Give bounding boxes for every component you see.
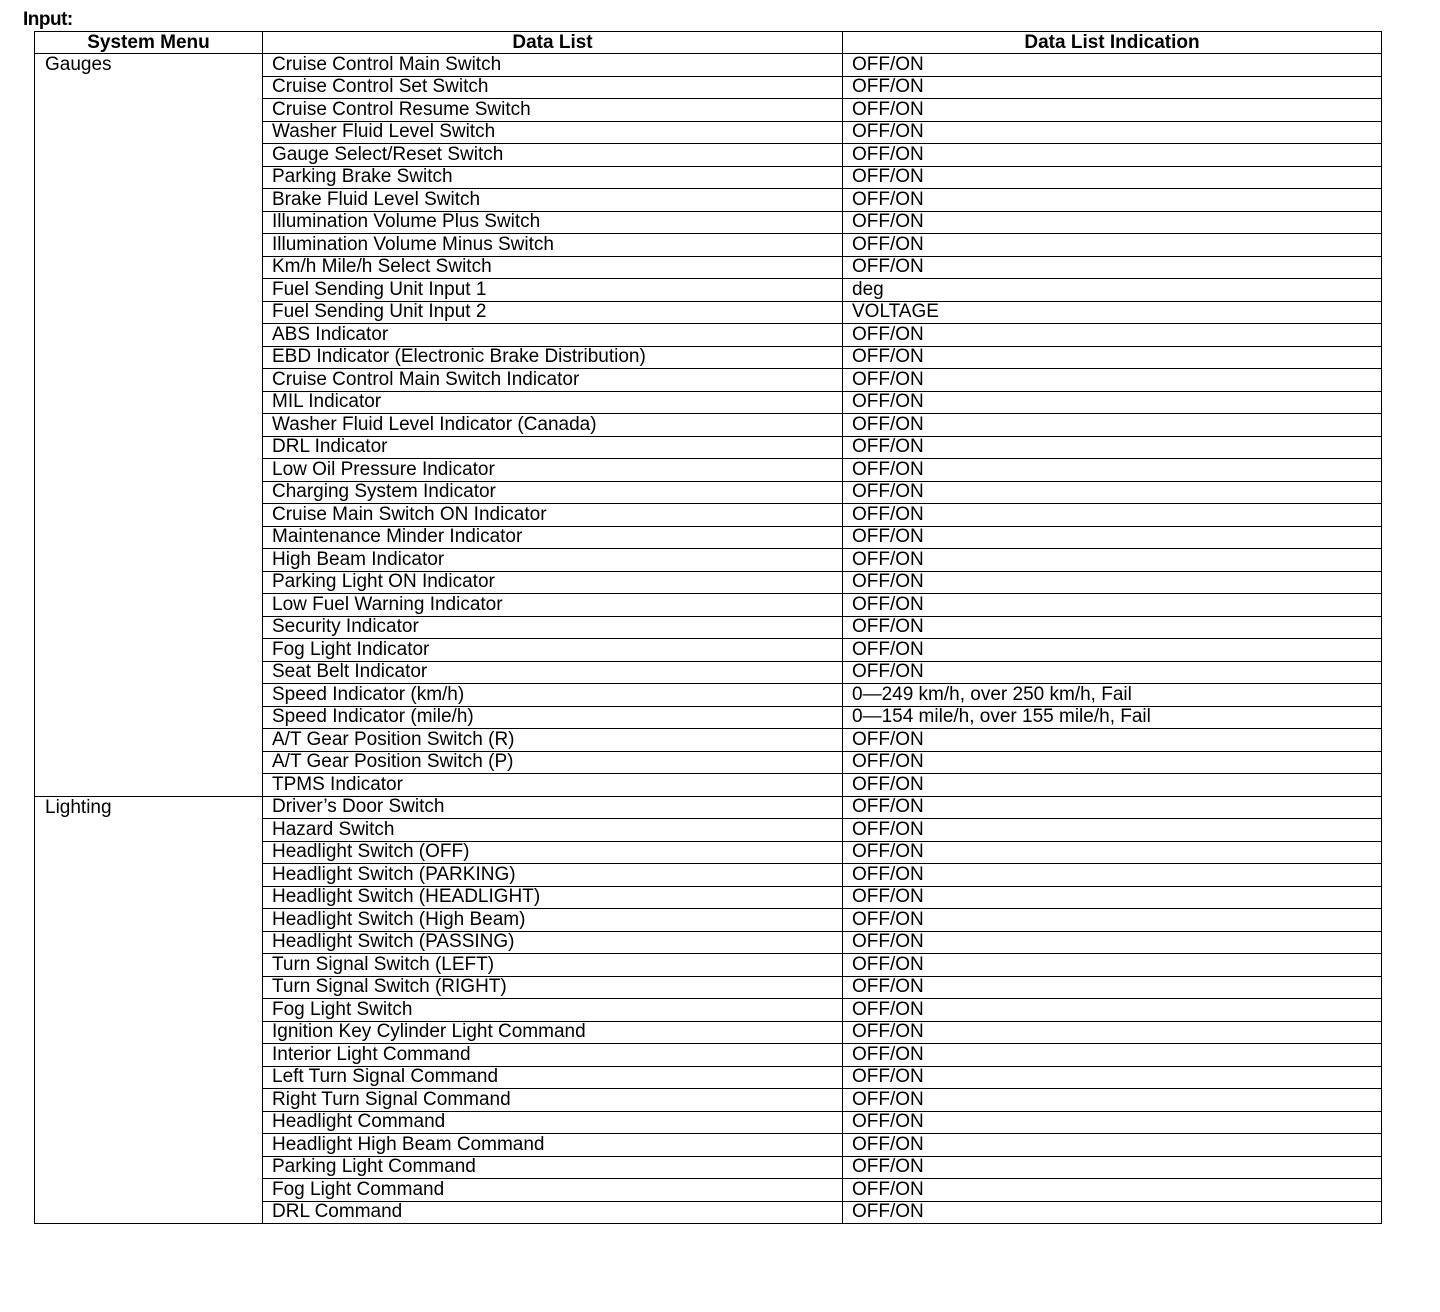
data-list-indication-cell: OFF/ON bbox=[843, 324, 1382, 347]
data-list-cell: High Beam Indicator bbox=[263, 549, 843, 572]
data-list-cell: Parking Brake Switch bbox=[263, 166, 843, 189]
data-list-indication-cell: OFF/ON bbox=[843, 751, 1382, 774]
data-list-cell: A/T Gear Position Switch (P) bbox=[263, 751, 843, 774]
data-list-cell: Speed Indicator (mile/h) bbox=[263, 706, 843, 729]
data-list-cell: Headlight Switch (PARKING) bbox=[263, 864, 843, 887]
data-list-cell: Left Turn Signal Command bbox=[263, 1066, 843, 1089]
data-list-cell: Headlight High Beam Command bbox=[263, 1134, 843, 1157]
data-list-indication-cell: OFF/ON bbox=[843, 616, 1382, 639]
data-list-indication-cell: OFF/ON bbox=[843, 886, 1382, 909]
data-list-cell: Illumination Volume Minus Switch bbox=[263, 234, 843, 257]
data-list-cell: Parking Light ON Indicator bbox=[263, 571, 843, 594]
data-list-indication-cell: OFF/ON bbox=[843, 1021, 1382, 1044]
data-list-cell: Parking Light Command bbox=[263, 1156, 843, 1179]
data-list-cell: DRL Indicator bbox=[263, 436, 843, 459]
data-list-indication-cell: OFF/ON bbox=[843, 369, 1382, 392]
data-list-cell: Brake Fluid Level Switch bbox=[263, 189, 843, 212]
data-list-cell: Turn Signal Switch (RIGHT) bbox=[263, 976, 843, 999]
system-menu-cell: Gauges bbox=[35, 54, 263, 797]
data-list-cell: Washer Fluid Level Indicator (Canada) bbox=[263, 414, 843, 437]
data-list-indication-cell: OFF/ON bbox=[843, 841, 1382, 864]
data-list-cell: Turn Signal Switch (LEFT) bbox=[263, 954, 843, 977]
data-list-table bbox=[34, 31, 1382, 1224]
data-list-indication-cell: OFF/ON bbox=[843, 234, 1382, 257]
data-list-indication-cell: OFF/ON bbox=[843, 729, 1382, 752]
data-list-indication-cell: OFF/ON bbox=[843, 549, 1382, 572]
data-list-cell: Hazard Switch bbox=[263, 819, 843, 842]
data-list-cell: A/T Gear Position Switch (R) bbox=[263, 729, 843, 752]
data-list-indication-cell: OFF/ON bbox=[843, 526, 1382, 549]
data-list-indication-cell: OFF/ON bbox=[843, 1179, 1382, 1202]
data-list-indication-cell: OFF/ON bbox=[843, 1156, 1382, 1179]
data-list-cell: Fog Light Command bbox=[263, 1179, 843, 1202]
data-list-indication-cell: OFF/ON bbox=[843, 414, 1382, 437]
data-list-cell: Illumination Volume Plus Switch bbox=[263, 211, 843, 234]
header-system-menu: System Menu bbox=[35, 32, 263, 54]
data-list-indication-cell: OFF/ON bbox=[843, 661, 1382, 684]
data-list-cell: Headlight Switch (High Beam) bbox=[263, 909, 843, 932]
data-list-indication-cell: OFF/ON bbox=[843, 931, 1382, 954]
data-list-indication-cell: OFF/ON bbox=[843, 121, 1382, 144]
system-menu-cell: Lighting bbox=[35, 796, 263, 1224]
data-list-indication-cell: OFF/ON bbox=[843, 954, 1382, 977]
data-list-cell: Headlight Command bbox=[263, 1111, 843, 1134]
data-list-indication-cell: OFF/ON bbox=[843, 391, 1382, 414]
data-list-indication-cell: OFF/ON bbox=[843, 1111, 1382, 1134]
data-list-cell: Gauge Select/Reset Switch bbox=[263, 144, 843, 167]
table-body bbox=[35, 54, 1382, 1224]
page-label: Input: bbox=[23, 9, 73, 30]
data-list-indication-cell: OFF/ON bbox=[843, 76, 1382, 99]
data-list-indication-cell: OFF/ON bbox=[843, 999, 1382, 1022]
data-list-indication-cell: deg bbox=[843, 279, 1382, 302]
data-list-indication-cell: VOLTAGE bbox=[843, 301, 1382, 324]
data-list-indication-cell: OFF/ON bbox=[843, 54, 1382, 77]
data-list-cell: DRL Command bbox=[263, 1201, 843, 1224]
data-list-cell: Low Fuel Warning Indicator bbox=[263, 594, 843, 617]
data-list-indication-cell: OFF/ON bbox=[843, 594, 1382, 617]
data-list-cell: Right Turn Signal Command bbox=[263, 1089, 843, 1112]
data-list-cell: Km/h Mile/h Select Switch bbox=[263, 256, 843, 279]
data-list-cell: Cruise Control Main Switch bbox=[263, 54, 843, 77]
header-data-list-indication: Data List Indication bbox=[843, 32, 1382, 54]
data-list-indication-cell: OFF/ON bbox=[843, 796, 1382, 819]
data-list-cell: EBD Indicator (Electronic Brake Distribution) bbox=[263, 346, 843, 369]
data-list-indication-cell: OFF/ON bbox=[843, 639, 1382, 662]
data-list-cell: Maintenance Minder Indicator bbox=[263, 526, 843, 549]
data-list-indication-cell: OFF/ON bbox=[843, 504, 1382, 527]
data-list-cell: Fuel Sending Unit Input 2 bbox=[263, 301, 843, 324]
data-list-cell: Charging System Indicator bbox=[263, 481, 843, 504]
data-list-cell: Speed Indicator (km/h) bbox=[263, 684, 843, 707]
data-list-indication-cell: OFF/ON bbox=[843, 1044, 1382, 1067]
data-list-cell: MIL Indicator bbox=[263, 391, 843, 414]
data-list-indication-cell: OFF/ON bbox=[843, 436, 1382, 459]
data-list-indication-cell: OFF/ON bbox=[843, 774, 1382, 797]
data-list-indication-cell: OFF/ON bbox=[843, 481, 1382, 504]
data-list-cell: Driver’s Door Switch bbox=[263, 796, 843, 819]
data-list-indication-cell: OFF/ON bbox=[843, 144, 1382, 167]
data-list-indication-cell: OFF/ON bbox=[843, 189, 1382, 212]
data-list-indication-cell: OFF/ON bbox=[843, 909, 1382, 932]
data-list-cell: Cruise Control Set Switch bbox=[263, 76, 843, 99]
table-header-row bbox=[35, 32, 1382, 54]
data-list-cell: Interior Light Command bbox=[263, 1044, 843, 1067]
data-list-cell: Fog Light Indicator bbox=[263, 639, 843, 662]
data-list-cell: Headlight Switch (HEADLIGHT) bbox=[263, 886, 843, 909]
data-list-cell: Low Oil Pressure Indicator bbox=[263, 459, 843, 482]
data-list-indication-cell: OFF/ON bbox=[843, 864, 1382, 887]
data-list-cell: TPMS Indicator bbox=[263, 774, 843, 797]
data-list-cell: Cruise Control Resume Switch bbox=[263, 99, 843, 122]
table-row bbox=[35, 54, 1382, 77]
data-list-indication-cell: OFF/ON bbox=[843, 166, 1382, 189]
data-list-indication-cell: OFF/ON bbox=[843, 211, 1382, 234]
data-list-indication-cell: OFF/ON bbox=[843, 1089, 1382, 1112]
data-list-indication-cell: OFF/ON bbox=[843, 1066, 1382, 1089]
data-list-indication-cell: 0—249 km/h, over 250 km/h, Fail bbox=[843, 684, 1382, 707]
data-list-cell: Cruise Control Main Switch Indicator bbox=[263, 369, 843, 392]
data-list-indication-cell: OFF/ON bbox=[843, 976, 1382, 999]
data-list-indication-cell: OFF/ON bbox=[843, 346, 1382, 369]
data-list-cell: Fuel Sending Unit Input 1 bbox=[263, 279, 843, 302]
data-list-cell: Washer Fluid Level Switch bbox=[263, 121, 843, 144]
data-list-indication-cell: OFF/ON bbox=[843, 1134, 1382, 1157]
data-list-cell: Fog Light Switch bbox=[263, 999, 843, 1022]
data-list-indication-cell: OFF/ON bbox=[843, 1201, 1382, 1224]
data-list-cell: ABS Indicator bbox=[263, 324, 843, 347]
data-list-cell: Headlight Switch (OFF) bbox=[263, 841, 843, 864]
data-list-cell: Security Indicator bbox=[263, 616, 843, 639]
data-list-cell: Headlight Switch (PASSING) bbox=[263, 931, 843, 954]
data-list-cell: Cruise Main Switch ON Indicator bbox=[263, 504, 843, 527]
data-list-cell: Ignition Key Cylinder Light Command bbox=[263, 1021, 843, 1044]
data-list-indication-cell: OFF/ON bbox=[843, 819, 1382, 842]
data-list-indication-cell: OFF/ON bbox=[843, 99, 1382, 122]
data-list-indication-cell: OFF/ON bbox=[843, 459, 1382, 482]
table-row bbox=[35, 796, 1382, 819]
data-list-indication-cell: OFF/ON bbox=[843, 571, 1382, 594]
data-list-indication-cell: 0—154 mile/h, over 155 mile/h, Fail bbox=[843, 706, 1382, 729]
data-list-cell: Seat Belt Indicator bbox=[263, 661, 843, 684]
data-list-indication-cell: OFF/ON bbox=[843, 256, 1382, 279]
header-data-list: Data List bbox=[263, 32, 843, 54]
